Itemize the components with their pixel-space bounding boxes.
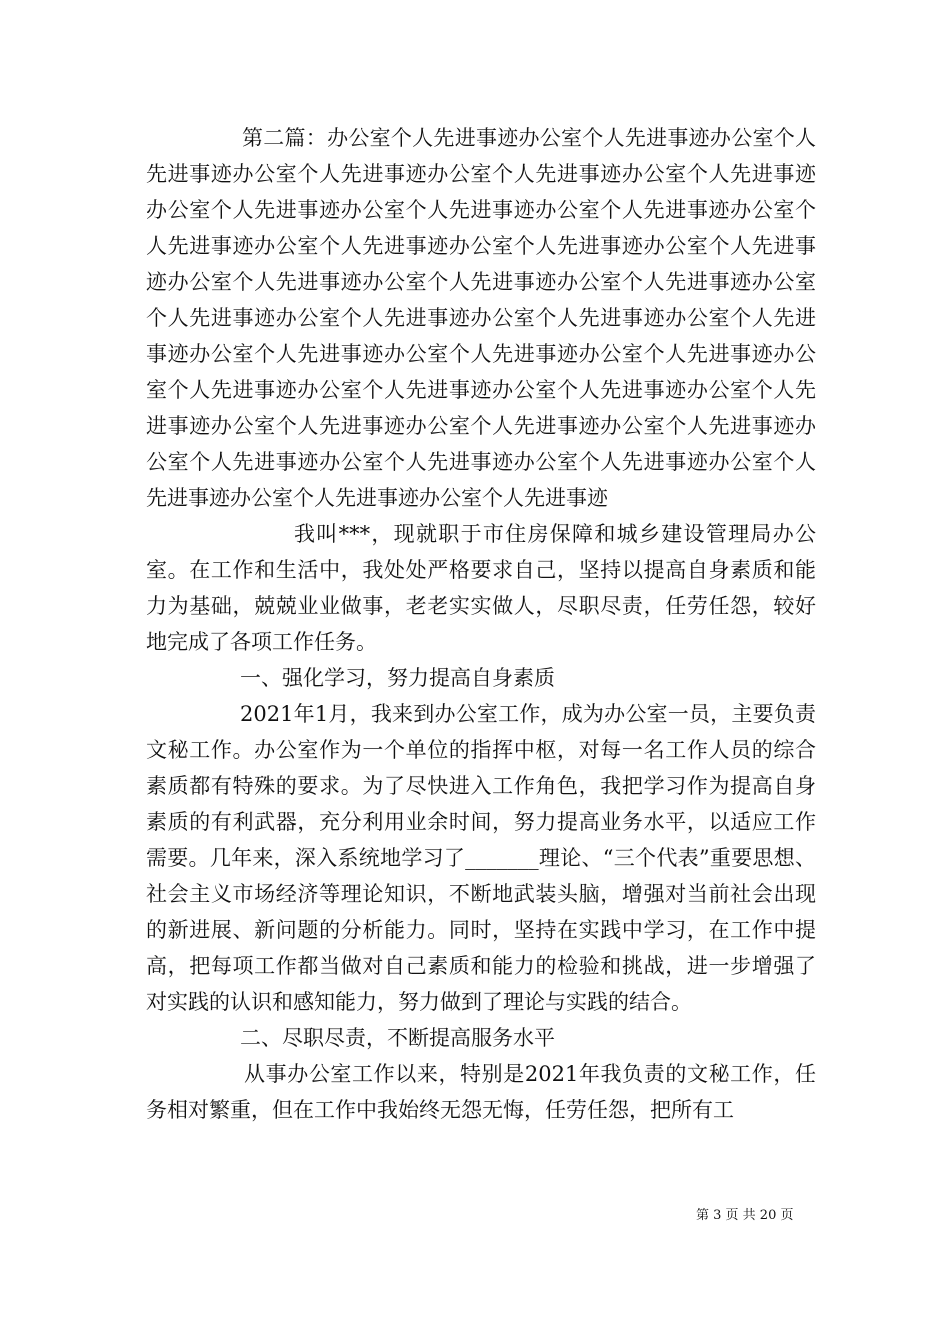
body-paragraph-1: 2021年1月，我来到办公室工作，成为办公室一员，主要负责文秘工作。办公室作为一个单位的指挥中枢，对每一名工作人员的综合素质都有特殊的要求。为了尽快进入工作角色，我把学习作为提高自身素质的有利武器，充分利用业余时间，努力提高业务水平，以适应工作需要。几年来，深入系统地学习了_______理论、“三个代表”重要思想、社会主义市场经济等理论知识，不断地武装头脑，增强对当前社会出现的新进展、新问题的分析能力。同时，坚持在实践中学习，在工作中提高，把每项工作都当做对自己素质和能力的检验和挑战，进一步增强了对实践的认识和感知能力，努力做到了理论与实践的结合。 [146,702,816,1014]
section-heading-1: 一、强化学习，努力提高自身素质 [240,666,555,690]
document-body [146,120,816,1128]
section-title-paragraph: 第二篇：办公室个人先进事迹办公室个人先进事迹办公室个人先进事迹办公室个人先进事迹办公室个人先进事迹办公室个人先进事迹办公室个人先进事迹办公室个人先进事迹办公室个人先进事迹办公室个人先进事迹办公室个人先进事迹办公室个人先进事迹办公室个人先进事迹办公室个人先进事迹办公室个人先进事迹办公室个人先进事迹办公室个人先进事迹办公室个人先进事迹办公室个人先进事迹办公室个人先进事迹办公室个人先进事迹办公室个人先进事迹办公室个人先进事迹办公室个人先进事迹办公室个人先进事迹办公室个人先进事迹办公室个人先进事迹办公室个人先进事迹办公室个人先进事迹办公室个人先进事迹办公室个人先进事迹办公室个人先进事迹办公室个人先进事迹办公室个人先进事迹办公室个人先进事迹办公室个人先进事迹 [146,126,816,510]
intro-paragraph: 我叫***，现就职于市住房保障和城乡建设管理局办公室。在工作和生活中，我处处严格要求自己，坚持以提高自身素质和能力为基础，兢兢业业做事，老老实实做人，尽职尽责，任劳任怨，较好地完成了各项工作任务。 [146,522,816,654]
page-number-footer: 第 3 页 共 20 页 [696,1208,794,1223]
body-paragraph-2: 从事办公室工作以来，特别是2021年我负责的文秘工作，任务相对繁重，但在工作中我始终无怨无悔，任劳任怨，把所有工 [146,1062,816,1122]
section-heading-2: 二、尽职尽责，不断提高服务水平 [240,1026,555,1050]
